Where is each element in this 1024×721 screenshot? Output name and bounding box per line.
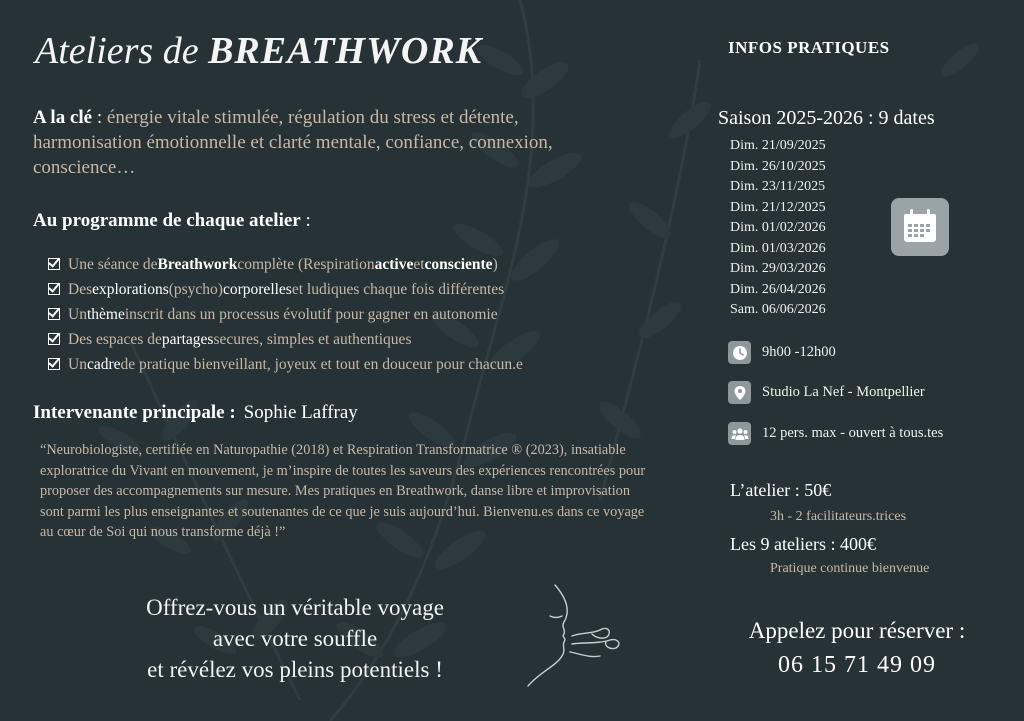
- item-highlight: explorations: [92, 281, 169, 298]
- title-bold: BREATHWORK: [208, 30, 483, 72]
- price-all-detail: Pratique continue bienvenue: [770, 561, 930, 576]
- list-item: [48, 352, 648, 377]
- phone-number[interactable]: 06 15 71 49 09: [778, 652, 936, 678]
- item-text: et: [413, 256, 425, 273]
- intro-colon: :: [92, 107, 107, 128]
- slogan-line: avec votre souffle: [212, 626, 378, 651]
- programme-heading-text: Au programme de chaque atelier: [33, 210, 301, 231]
- item-highlight: thème: [86, 306, 125, 323]
- list-item: [48, 302, 648, 327]
- intro-paragraph: [33, 105, 593, 180]
- place-text: Studio La Nef - Montpellier: [762, 384, 925, 400]
- checkbox-icon: [48, 333, 60, 345]
- item-text: Une séance de: [68, 256, 158, 273]
- time-text: 9h00 -12h00: [762, 344, 836, 360]
- dates-list: [730, 136, 826, 321]
- group-text: 12 pers. max - ouvert à tous.tes: [762, 425, 944, 441]
- intro-text: énergie vitale stimulée, régulation du stress et détente, harmonisation émotionnelle et clarté mentale, confiance, connexion, conscience…: [33, 107, 553, 178]
- slogan-line: et révélez vos pleins potentiels !: [147, 657, 443, 682]
- title-light: Ateliers de: [35, 30, 209, 72]
- item-highlight: partages: [161, 331, 214, 348]
- item-highlight: cadre: [86, 356, 121, 373]
- item-bold: consciente: [424, 256, 493, 273]
- date-item: Dim. 21/09/2025: [730, 138, 826, 153]
- item-text: de pratique bienveillant, joyeux et tout en douceur pour chacun.e: [120, 356, 523, 373]
- item-text: Des espaces de: [68, 331, 162, 348]
- page-title: [35, 28, 482, 73]
- date-item: Sam. 06/06/2026: [730, 302, 826, 317]
- item-bold: Breathwork: [157, 256, 238, 273]
- programme-heading: [33, 210, 311, 232]
- item-text: Un: [68, 356, 87, 373]
- checkbox-icon: [48, 283, 60, 295]
- date-item: Dim. 26/04/2026: [730, 281, 826, 297]
- list-item: [48, 277, 648, 302]
- date-item: Dim. 26/10/2025: [730, 158, 826, 174]
- intro-label: A la clé: [33, 107, 93, 128]
- location-pin-icon: [728, 381, 751, 404]
- price-single: L’atelier : 50€: [730, 480, 832, 500]
- item-text: Un: [68, 306, 87, 323]
- list-item: [48, 327, 648, 352]
- date-item: Dim. 23/11/2025: [730, 179, 826, 194]
- infos-heading: INFOS PRATIQUES: [728, 38, 890, 57]
- intervenante-name: Sophie Laffray: [243, 402, 358, 423]
- checkbox-icon: [48, 358, 60, 370]
- date-item: Dim. 21/12/2025: [730, 199, 826, 215]
- clock-icon: [728, 341, 751, 364]
- season-title: Saison 2025-2026 : 9 dates: [718, 107, 935, 129]
- item-text: Des: [68, 281, 93, 298]
- intervenante-quote: “Neurobiologiste, certifiée en Naturopathie (2018) et Respiration Transformatrice ® (2023), insatiable exploratrice du Vivant en mouvement, je m’inspire de toutes les saveurs des expériences rencontrées pour proposer des accompagnements sur mesure. Mes pratiques en Breathwork, danse libre et improvisation sont parmi les plus enseignantes et soutenantes de ce que je suis aujourd’hui. Bienvenu.es dans ce voyage au cœur de Soi qui nous transforme déjà !”: [40, 442, 646, 540]
- date-item: Dim. 01/02/2026: [730, 220, 826, 235]
- call-to-action: Appelez pour réserver :: [748, 618, 966, 643]
- item-highlight: corporelles: [222, 281, 292, 298]
- price-single-detail: 3h - 2 facilitateurs.trices: [770, 509, 907, 524]
- checkbox-icon: [48, 308, 60, 320]
- price-all: Les 9 ateliers : 400€: [730, 534, 876, 554]
- item-bold: active: [374, 256, 414, 273]
- slogan-line: Offrez-vous un véritable voyage: [146, 595, 444, 620]
- group-row: [728, 422, 943, 445]
- programme-list: [48, 252, 648, 377]
- date-item: Dim. 29/03/2026: [730, 261, 826, 276]
- item-text: complète (Respiration: [237, 256, 375, 273]
- item-text: et ludiques chaque fois différentes: [291, 281, 505, 298]
- item-text: secures, simples et authentiques: [213, 331, 412, 348]
- checkbox-icon: [48, 258, 60, 270]
- programme-heading-colon: :: [300, 210, 311, 231]
- item-text: ): [492, 256, 498, 273]
- time-row: [728, 341, 836, 364]
- list-item: [48, 252, 648, 277]
- intervenante-heading: [33, 402, 358, 424]
- item-text: (psycho): [168, 281, 223, 298]
- breathing-face-icon: [520, 580, 630, 690]
- calendar-icon: [891, 198, 949, 256]
- item-text: inscrit dans un processus évolutif pour gagner en autonomie: [124, 306, 498, 323]
- slogan: [60, 592, 530, 685]
- place-row: [728, 381, 925, 404]
- date-item: Dim. 01/03/2026: [730, 240, 826, 256]
- group-people-icon: [728, 422, 751, 445]
- intervenante-label: Intervenante principale :: [33, 402, 236, 423]
